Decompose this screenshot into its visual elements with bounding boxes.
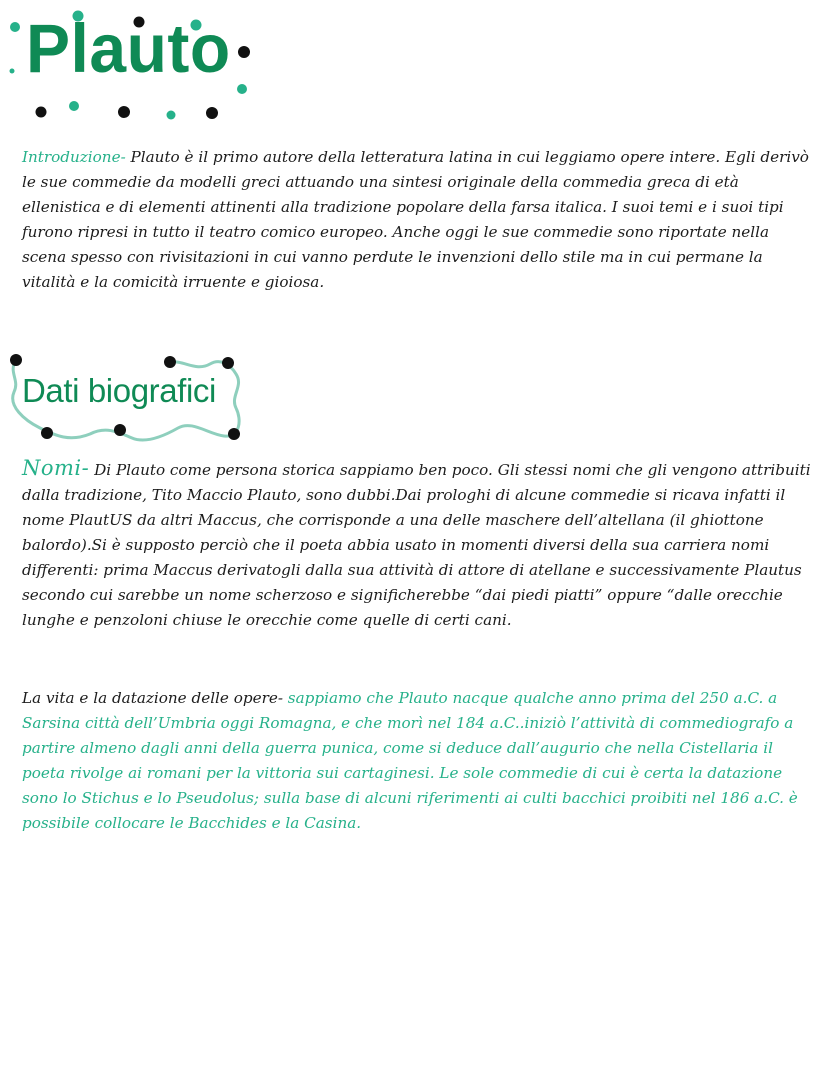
squiggle-dot — [114, 424, 126, 436]
title-block — [0, 0, 270, 125]
vita-paragraph — [22, 686, 814, 836]
section-heading: Dati biografici — [22, 372, 216, 409]
squiggle-dot — [10, 354, 22, 366]
dot-teal — [69, 101, 79, 111]
dot-teal — [10, 22, 20, 32]
nomi-body: Di Plauto come persona storica sappiamo ben poco. Gli stessi nomi che gli vengono attribuiti dalla tradizione, Tito Maccio Plauto, sono dubbi.Dai prologhi di alcune commedie si ricava infatti il nome PlautUS da altri Maccus, che corrisponde a una delle maschere dell’altellana (il ghiottone balordo).Si è supposto perciò che il poeta abbia usato in momenti diversi della sua carriera nomi differenti: prima Maccus derivatogli dalla sua attività di attore di atellane e successivamente Plautus secondo cui sarebbe un nome scherzoso e significherebbe “dai piedi piatti” oppure “dalle orecchie lunghe e penzoloni chiuse le orecchie come quelle di certi cani. — [22, 461, 811, 629]
dot-black — [10, 69, 15, 74]
nomi-paragraph — [22, 456, 814, 633]
section-heading-block — [0, 350, 260, 450]
dot-black — [206, 107, 218, 119]
dot-black — [238, 46, 250, 58]
dot-teal — [167, 111, 176, 120]
dot-teal — [237, 84, 247, 94]
squiggle-dot — [41, 427, 53, 439]
dot-black — [36, 107, 47, 118]
squiggle-dot — [164, 356, 176, 368]
dot-black — [118, 106, 130, 118]
vita-lead: La vita e la datazione delle opere- — [22, 689, 283, 707]
intro-body: Plauto è il primo autore della letteratura latina in cui leggiamo opere intere. Egli derivò le sue commedie da modelli greci attuando una sintesi originale della commedia greca di età ellenistica e di elementi attinenti alla tradizione popolare della farsa italica. I suoi temi e i suoi tipi furono ripresi in tutto il teatro comico europeo. Anche oggi le sue commedie sono riportate nella scena spesso con rivisitazioni in cui vanno perdute le invenzioni dello stile ma in cui permane la vitalità e la comicità irruente e gioiosa. — [22, 148, 809, 291]
squiggle-dot — [228, 428, 240, 440]
vita-body: sappiamo che Plauto nacque qualche anno prima del 250 a.C. a Sarsina città dell’Umbria oggi Romagna, e che morì nel 184 a.C..iniziò l’attività di commediografo a partire almeno dagli anni della guerra punica, come si deduce dall’augurio che nella Cistellaria il poeta rivolge ai romani per la vittoria sui cartaginesi. Le sole commedie di cui è certa la datazione sono lo Stichus e lo Pseudolus; sulla base di alcuni riferimenti ai culti bacchici proibiti nel 186 a.C. è possibile collocare le Bacchides e la Casina. — [22, 689, 798, 832]
nomi-lead: Nomi- — [22, 456, 90, 480]
squiggle-dot — [222, 357, 234, 369]
intro-lead: Introduzione- — [22, 148, 126, 166]
intro-paragraph — [22, 145, 814, 295]
page-title: Plauto — [26, 9, 231, 87]
